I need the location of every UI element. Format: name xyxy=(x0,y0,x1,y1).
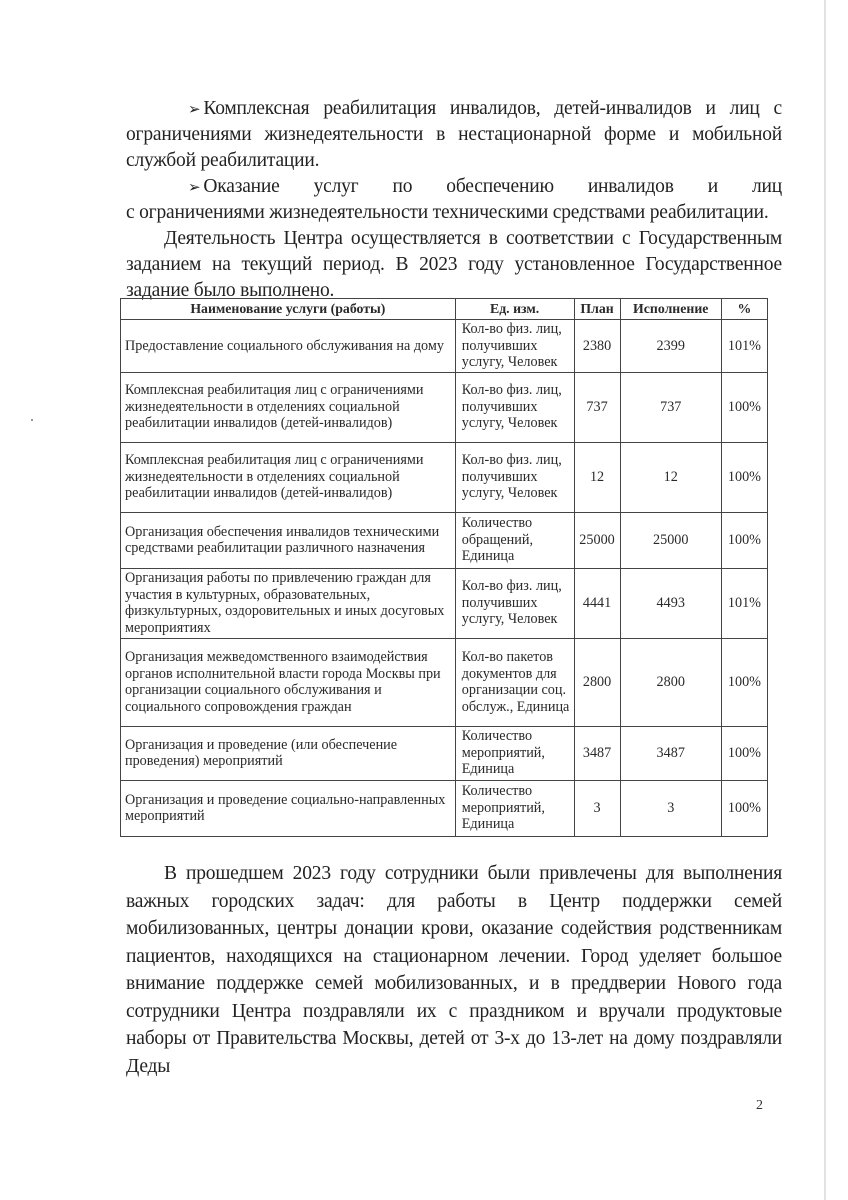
service-unit: Количество обращений, Единица xyxy=(455,512,574,568)
table-row xyxy=(121,442,768,512)
table-header-row xyxy=(121,299,768,320)
arrow-bullet-icon: ➢ xyxy=(188,178,201,196)
closing-paragraph: В прошедшем 2023 году сотрудники были привлечены для выполнения важных городских задач: для работы в Центр поддержки семей мобилизованных, центры донации крови, оказание содействия родственникам пациентов, находящихся на стационарном лечении. Город уделяет большое внимание поддержке семей мобилизованных, и в преддверии Нового года сотрудники Центра поздравляли их с праздником и вручали продуктовые наборы от Правительства Москвы, детей от 3-х до 13-лет на дому поздравляли Деды xyxy=(126,863,782,1077)
service-plan: 2800 xyxy=(574,638,620,726)
service-unit: Кол-во физ. лиц, получивших услугу, Человек xyxy=(455,442,574,512)
service-unit: Кол-во пакетов документов для организации соц. обслуж., Единица xyxy=(455,638,574,726)
service-done: 2399 xyxy=(620,320,721,373)
service-plan: 3 xyxy=(574,780,620,836)
service-name: Организация обеспечения инвалидов техническими средствами реабилитации различного назначения xyxy=(121,512,456,568)
service-name: Организация и проведение социально-направленных мероприятий xyxy=(121,780,456,836)
table-row xyxy=(121,512,768,568)
header-pct: % xyxy=(721,299,767,320)
header-plan: План xyxy=(574,299,620,320)
scan-speck xyxy=(31,419,33,421)
service-plan: 2380 xyxy=(574,320,620,373)
service-plan: 3487 xyxy=(574,726,620,780)
service-done: 2800 xyxy=(620,638,721,726)
service-done: 4493 xyxy=(620,568,721,638)
table-row xyxy=(121,726,768,780)
service-done: 25000 xyxy=(620,512,721,568)
service-unit: Кол-во физ. лиц, получивших услугу, Человек xyxy=(455,372,574,442)
service-done: 737 xyxy=(620,372,721,442)
arrow-bullet-icon: ➢ xyxy=(188,100,201,118)
table-row xyxy=(121,638,768,726)
bullet-text-continued: с ограничениями жизнедеятельности техническими средствами реабилитации. xyxy=(126,202,769,223)
service-pct: 100% xyxy=(721,638,767,726)
header-name: Наименование услуги (работы) xyxy=(121,299,456,320)
service-pct: 101% xyxy=(721,568,767,638)
service-pct: 100% xyxy=(721,726,767,780)
service-done: 3487 xyxy=(620,726,721,780)
service-plan: 25000 xyxy=(574,512,620,568)
page-edge xyxy=(824,0,826,1200)
service-pct: 100% xyxy=(721,442,767,512)
service-pct: 100% xyxy=(721,780,767,836)
service-unit: Кол-во физ. лиц, получивших услугу, Человек xyxy=(455,320,574,373)
bullet-line xyxy=(126,174,782,200)
services-table xyxy=(120,298,768,837)
service-name: Предоставление социального обслуживания на дому xyxy=(121,320,456,373)
bullet-paragraph-2 xyxy=(126,174,782,226)
service-name: Организация и проведение (или обеспечение проведения) мероприятий xyxy=(121,726,456,780)
intro-paragraph: Деятельность Центра осуществляется в соответствии с Государственным заданием на текущий период. В 2023 году установленное Государственное задание было выполнено. xyxy=(126,228,782,301)
service-name: Комплексная реабилитация лиц с ограничениями жизнедеятельности в отделениях социальной реабилитации инвалидов (детей-инвалидов) xyxy=(121,372,456,442)
service-plan: 12 xyxy=(574,442,620,512)
bullet-text: Оказание услуг по обеспечению инвалидов и лиц xyxy=(203,176,782,197)
service-plan: 737 xyxy=(574,372,620,442)
service-name: Организация межведомственного взаимодействия органов исполнительной власти города Москвы при организации социального обслуживания и социального сопровождения граждан xyxy=(121,638,456,726)
service-unit: Количество мероприятий, Единица xyxy=(455,726,574,780)
table-row xyxy=(121,568,768,638)
service-unit: Количество мероприятий, Единица xyxy=(455,780,574,836)
service-name: Комплексная реабилитация лиц с ограничениями жизнедеятельности в отделениях социальной реабилитации инвалидов (детей-инвалидов) xyxy=(121,442,456,512)
service-done: 3 xyxy=(620,780,721,836)
service-pct: 101% xyxy=(721,320,767,373)
bullet-paragraph-1 xyxy=(126,96,782,174)
table-row xyxy=(121,372,768,442)
service-pct: 100% xyxy=(721,372,767,442)
service-done: 12 xyxy=(620,442,721,512)
service-plan: 4441 xyxy=(574,568,620,638)
service-name: Организация работы по привлечению граждан для участия в культурных, образовательных, физкультурных, оздоровительных и иных досуговых мероприятиях xyxy=(121,568,456,638)
service-pct: 100% xyxy=(721,512,767,568)
header-unit: Ед. изм. xyxy=(455,299,574,320)
page-number: 2 xyxy=(756,1098,763,1113)
header-done: Исполнение xyxy=(620,299,721,320)
table-row xyxy=(121,780,768,836)
bullet-text: Комплексная реабилитация инвалидов, детей-инвалидов и лиц с ограничениями жизнедеятельности в нестационарной форме и мобильной службой реабилитации. xyxy=(126,98,782,171)
table-row xyxy=(121,320,768,373)
service-unit: Кол-во физ. лиц, получивших услугу, Человек xyxy=(455,568,574,638)
